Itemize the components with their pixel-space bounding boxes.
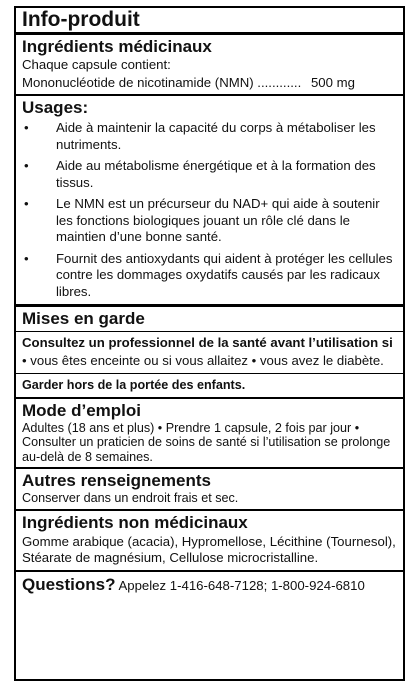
use-text: Aide au métabolisme énergétique et à la formation des tissus.	[56, 158, 376, 190]
other-info-text: Conserver dans un endroit frais et sec.	[22, 491, 239, 505]
directions-text: Adultes (18 ans et plus) • Prendre 1 capsule, 2 fois par jour • Consulter un praticien de soins de santé si l’utilisation se prolonge au-delà de 8 semaines.	[22, 420, 391, 464]
medicinal-ingredients-section	[16, 35, 403, 96]
questions-phone: Appelez 1-416-648-7128; 1-800-924-6810	[115, 577, 365, 593]
ingredient-row	[22, 75, 397, 92]
capsule-intro: Chaque capsule contient:	[22, 57, 171, 72]
consult-warning	[16, 332, 403, 374]
other-info-section	[16, 469, 403, 511]
keep-away-warning: Garder hors de la portée des enfants.	[22, 378, 246, 392]
panel-title: Info-produit	[16, 8, 403, 35]
ingredient-leader-dots: ............	[253, 74, 302, 90]
list-item	[22, 196, 397, 246]
use-text: Le NMN est un précurseur du NAD+ qui aide à soutenir les fonctions biologiques jouant un rôle clé dans le maintien d’une bonne santé.	[56, 196, 380, 244]
questions-section	[16, 572, 403, 598]
bullet-icon: •	[24, 158, 29, 173]
non-medicinal-text: Gomme arabique (acacia), Hypromellose, Lécithine (Tournesol), Stéarate de magnésium, Cellulose microcristalline.	[22, 533, 396, 565]
consult-warning-bold: Consultez un professionnel de la santé avant l’utilisation si	[22, 335, 393, 350]
list-item	[22, 158, 397, 191]
uses-list	[22, 120, 397, 300]
warnings-heading: Mises en garde	[16, 307, 403, 332]
consult-warning-conditions: • vous êtes enceinte ou si vous allaitez • vous avez le diabète.	[22, 353, 384, 368]
ingredient-name: Mononucléotide de nicotinamide (NMN)	[22, 74, 254, 90]
uses-section	[16, 96, 403, 307]
warnings-section	[16, 307, 403, 399]
bullet-icon: •	[24, 250, 29, 266]
bullet-icon: •	[24, 196, 29, 211]
directions-section	[16, 399, 403, 470]
non-medicinal-heading: Ingrédients non médicinaux	[22, 512, 248, 532]
list-item	[22, 251, 397, 301]
use-text: Aide à maintenir la capacité du corps à métaboliser les nutriments.	[56, 120, 376, 152]
questions-label: Questions?	[22, 574, 116, 594]
directions-heading: Mode d’emploi	[22, 400, 141, 420]
ingredient-dose: 500 mg	[310, 74, 355, 90]
bullet-icon: •	[24, 120, 29, 135]
uses-heading: Usages:	[22, 98, 89, 117]
medicinal-ingredients-heading: Ingrédients médicinaux	[22, 37, 212, 56]
list-item	[22, 120, 397, 153]
other-info-heading: Autres renseignements	[22, 471, 211, 490]
product-info-panel	[14, 6, 405, 681]
non-medicinal-section	[16, 511, 403, 572]
use-text: Fournit des antioxydants qui aident à protéger les cellules contre les dommages oxydatifs causés par les radicaux libres.	[56, 250, 393, 299]
